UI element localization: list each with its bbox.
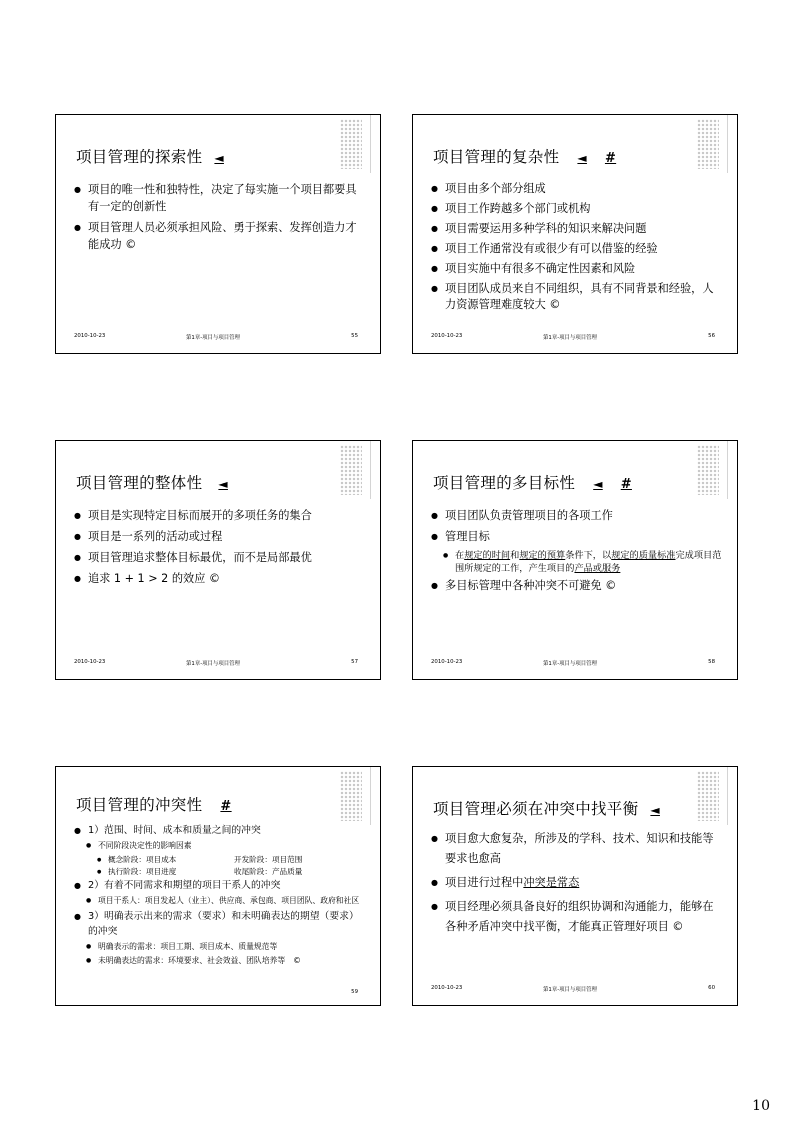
back-arrow-link[interactable]: ◄ xyxy=(593,477,603,491)
sub-bullet: ● 不同阶段决定性的影响因素 xyxy=(74,840,366,852)
dot-pattern-decoration xyxy=(697,445,719,495)
dot-pattern-decoration xyxy=(340,119,362,169)
bullet: ● 项目经理必须具备良好的组织协调和沟通能力，能够在各种矛盾冲突中找平衡，才能真正管理好项目 © xyxy=(431,897,723,937)
phase-text: 收尾阶段：产品质量 xyxy=(234,867,303,876)
slide-footer xyxy=(56,333,380,341)
bullet: ● 项目管理人员必须承担风险、勇于探索、发挥创造力才能成功 © xyxy=(74,219,366,253)
slide-title-text: 项目管理的整体性 xyxy=(76,474,203,492)
dot-pattern-decoration xyxy=(697,771,719,821)
sub-text: 和 xyxy=(510,550,520,561)
footer-slide-number: 59 xyxy=(351,989,358,995)
slide-57 xyxy=(55,440,381,680)
underlined-text: 规定的质量标准 xyxy=(611,550,676,561)
decorative-line xyxy=(370,115,371,173)
footer-slide-number: 56 xyxy=(708,333,715,339)
phase-text: 执行阶段：项目进度 xyxy=(108,867,177,876)
bullet: ● 追求 1 + 1 > 2 的效应 © xyxy=(74,570,366,587)
bullet: ● 项目团队成员来自不同组织，具有不同背景和经验，人力资源管理难度较大 © xyxy=(431,281,723,313)
sub-sub-bullet xyxy=(74,866,366,878)
footer-date: 2010-10-23 xyxy=(74,659,106,665)
slide-title xyxy=(433,145,616,167)
bullet-text: 项目进行过程中 xyxy=(445,876,524,889)
underlined-text: 规定的预算 xyxy=(519,550,566,561)
sub-bullet: ● 明确表示的需求：项目工期、项目成本、质量规范等 xyxy=(74,941,366,953)
slide-title-text: 项目管理的复杂性 xyxy=(433,148,560,166)
footer-date: 2010-10-23 xyxy=(431,659,463,665)
footer-chapter: 第1章-项目与项目管理 xyxy=(543,335,597,341)
slide-55 xyxy=(55,114,381,354)
page-number: 10 xyxy=(752,1098,770,1114)
bullet: ● 项目团队负责管理项目的各项工作 xyxy=(431,507,723,524)
back-arrow-link[interactable]: ◄ xyxy=(577,151,587,165)
slide-title-text: 项目管理必须在冲突中找平衡 xyxy=(433,800,639,818)
decorative-line xyxy=(727,115,728,173)
phase-text: 概念阶段：项目成本 xyxy=(108,855,177,864)
bullet: ● 多目标管理中各种冲突不可避免 © xyxy=(431,577,723,594)
bullet: ● 项目由多个部分组成 xyxy=(431,181,723,197)
bullet: ● 项目工作跨越多个部门或机构 xyxy=(431,201,723,217)
bullet: ● 项目是一系列的活动或过程 xyxy=(74,528,366,545)
slide-56 xyxy=(412,114,738,354)
footer-chapter: 第1章-项目与项目管理 xyxy=(543,987,597,993)
slide-title xyxy=(76,471,228,493)
dot-pattern-decoration xyxy=(340,771,362,821)
footer-chapter: 第1章-项目与项目管理 xyxy=(543,661,597,667)
footer-slide-number: 60 xyxy=(708,985,715,991)
slide-title xyxy=(433,797,660,819)
slide-title-text: 项目管理的冲突性 xyxy=(76,796,203,814)
slide-title-text: 项目管理的探索性 xyxy=(76,148,203,166)
footer-date: 2010-10-23 xyxy=(74,333,106,339)
sub-text: 未明确表达的需求：环境要求、社会效益、团队培养等 xyxy=(98,956,286,965)
slide-title xyxy=(76,145,224,167)
slide-59 xyxy=(55,766,381,1006)
slide-58 xyxy=(412,440,738,680)
decorative-line xyxy=(727,441,728,499)
copyright-mark: © xyxy=(293,956,301,965)
back-arrow-link[interactable]: ◄ xyxy=(218,477,228,491)
bullet: ● 管理目标 xyxy=(431,528,723,545)
bullet: ● 2）有着不同需求和期望的项目干系人的冲突 xyxy=(74,878,366,893)
slide-title xyxy=(76,793,232,815)
sub-text: 完成项目范围所规定的工作，产生项目的 xyxy=(455,550,722,574)
phase-text: 开发阶段：项目范围 xyxy=(234,855,303,864)
bullet: ● 项目需要运用多种学科的知识来解决问题 xyxy=(431,221,723,237)
hash-link[interactable]: # xyxy=(220,799,232,814)
slide-body xyxy=(74,823,366,969)
slide-footer xyxy=(56,659,380,667)
slide-body xyxy=(431,181,723,317)
footer-date: 2010-10-23 xyxy=(431,985,463,991)
dot-pattern-decoration xyxy=(340,445,362,495)
bullet: ● 项目的唯一性和独特性，决定了每实施一个项目都要具有一定的创新性 xyxy=(74,181,366,215)
hash-link[interactable]: # xyxy=(604,151,617,166)
decorative-line xyxy=(727,767,728,825)
footer-slide-number: 57 xyxy=(351,659,358,665)
underlined-text: 冲突是常态 xyxy=(523,876,580,889)
bullet: ● 项目管理追求整体目标最优，而不是局部最优 xyxy=(74,549,366,566)
hash-link[interactable]: # xyxy=(620,477,632,492)
decorative-line xyxy=(370,441,371,499)
sub-text: 条件下，以 xyxy=(565,550,612,561)
slide-title xyxy=(433,471,632,493)
bullet: ● 3）明确表示出来的需求（要求）和未明确表达的期望（要求）的冲突 xyxy=(74,909,366,939)
slide-body xyxy=(431,829,723,941)
back-arrow-link[interactable]: ◄ xyxy=(214,151,224,165)
bullet: ● 1）范围、时间、成本和质量之间的冲突 xyxy=(74,823,366,838)
footer-date: 2010-10-23 xyxy=(431,333,463,339)
slide-footer xyxy=(413,333,737,341)
sub-sub-bullet xyxy=(74,854,366,866)
underlined-text: 规定的时间 xyxy=(464,550,511,561)
sub-bullet xyxy=(431,549,723,575)
underlined-text: 产品或服务 xyxy=(574,563,621,574)
back-arrow-link[interactable]: ◄ xyxy=(650,803,660,817)
slide-body xyxy=(74,507,366,591)
bullet: ● 项目愈大愈复杂，所涉及的学科、技术、知识和技能等要求也愈高 xyxy=(431,829,723,869)
sub-bullet: ● 项目干系人：项目发起人（业主）、供应商、承包商、项目团队、政府和社区 xyxy=(74,895,366,907)
sub-text: 在 xyxy=(455,550,465,561)
bullet: ● 项目是实现特定目标而展开的多项任务的集合 xyxy=(74,507,366,524)
slide-body xyxy=(74,181,366,257)
bullet: ● 项目实施中有很多不确定性因素和风险 xyxy=(431,261,723,277)
slide-footer xyxy=(56,989,380,997)
slide-footer xyxy=(413,659,737,667)
bullet: ● 项目工作通常没有或很少有可以借鉴的经验 xyxy=(431,241,723,257)
dot-pattern-decoration xyxy=(697,119,719,169)
bullet xyxy=(431,873,723,893)
slide-title-text: 项目管理的多目标性 xyxy=(433,474,576,492)
footer-chapter: 第1章-项目与项目管理 xyxy=(186,661,240,667)
slide-body xyxy=(431,507,723,598)
footer-slide-number: 58 xyxy=(708,659,715,665)
sub-bullet xyxy=(74,955,366,967)
decorative-line xyxy=(370,767,371,825)
slide-footer xyxy=(413,985,737,993)
footer-chapter: 第1章-项目与项目管理 xyxy=(186,335,240,341)
footer-slide-number: 55 xyxy=(351,333,358,339)
slide-60 xyxy=(412,766,738,1006)
